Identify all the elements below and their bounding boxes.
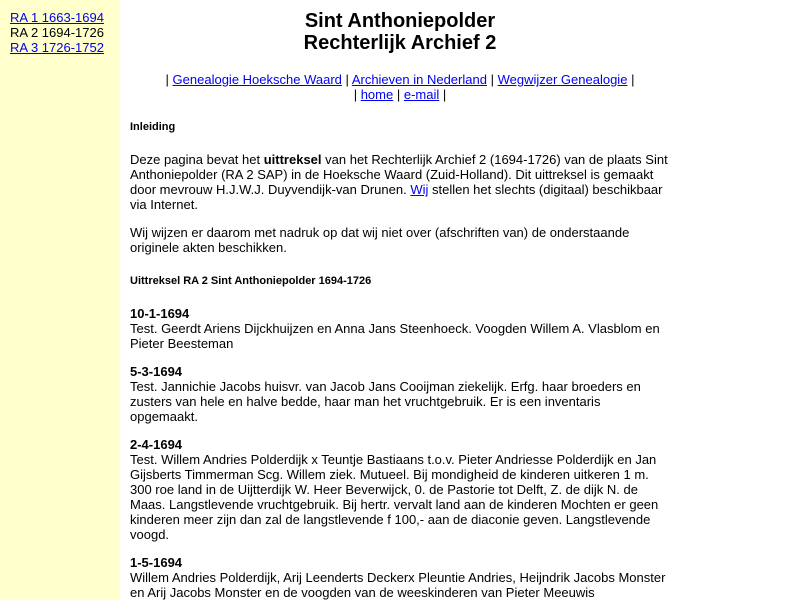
title-line-2: Rechterlijk Archief 2	[303, 32, 497, 54]
title-line-1: Sint Anthoniepolder	[304, 10, 496, 32]
sidebar-item-ra3[interactable]	[10, 40, 120, 55]
archive-list	[0, 0, 120, 55]
wij-link[interactable]: Wij	[410, 182, 429, 197]
page-title	[130, 10, 670, 54]
intro-paragraph-2: Wij wijzen er daarom met nadruk op dat wij niet over (afschriften van) de onderstaande originele akten beschikken.	[130, 225, 630, 255]
entry	[130, 364, 670, 424]
sidebar-item-ra1[interactable]	[10, 10, 120, 25]
ra1-link[interactable]: RA 1 1663-1694	[10, 10, 104, 25]
entry-text: Test. Jannichie Jacobs huisvr. van Jacob Jans Cooijman ziekelijk. Erfg. haar broeders en zusters van hele en halve bedde, haar man het vruchtgebruik. Er is een inventaris opgemaakt.	[130, 379, 641, 424]
nav-links: | Genealogie Hoeksche Waard | Archieven in Nederland | Wegwijzer Genealogie | | home | e-mail |	[165, 72, 635, 102]
intro-heading: Inleiding	[130, 121, 176, 133]
nav-archieven-in-nederland[interactable]: Archieven in Nederland	[351, 72, 487, 87]
entry	[130, 555, 670, 600]
entry-text: Test. Willem Andries Polderdijk x Teuntje Bastiaans t.o.v. Pieter Andriesse Polderdijk en Jan Gijsberts Timmerman Scg. Willem ziek. Mutueel. Bij mondigheid de kinderen uitkeren 1 m. 300 roe land in de Uijtterdijk W. Heer Beverwijck, 0. de Pastorie tot Delft, Z. de dijk N. de Maas. Langstlevende vruchtgebruik. Bij hertr. vervalt land aan de kinderen Mochten er geen kinderen meer zijn dan zal de langstlevende f 100,- aan de diaconie geven. Langstlevende voogd.	[130, 452, 659, 542]
entry-text: Willem Andries Polderdijk, Arij Leenderts Deckerx Pleuntie Andries, Heijndrik Jacobs Monster en Arij Jacobs Monster en de voogden van de weeskinderen van Pieter Meeuwis	[130, 570, 666, 600]
entry	[130, 437, 670, 542]
nav-genealogie-hoeksche-waard[interactable]: Genealogie Hoeksche Waard	[172, 72, 342, 87]
entry-date: 10-1-1694	[130, 306, 190, 321]
intro-paragraph-1: Deze pagina bevat het uittreksel van het Rechterlijk Archief 2 (1694-1726) van de plaats Sint Anthoniepolder (RA 2 SAP) in de Hoeksche Waard (Zuid-Holland). Dit uittreksel is gemaakt door mevrouw H.J.W.J. Duyvendijk-van Drunen. Wij stellen het slechts (digitaal) beschikbaar via Internet.	[130, 152, 668, 212]
entry-date: 1-5-1694	[130, 555, 183, 570]
sidebar-item-ra2: RA 2 1694-1726	[10, 25, 104, 40]
entry-date: 5-3-1694	[130, 364, 183, 379]
extract-heading: Uittreksel RA 2 Sint Anthoniepolder 1694-1726	[130, 275, 372, 287]
main-content	[130, 0, 670, 613]
entry-text: Test. Geerdt Ariens Dijckhuijzen en Anna Jans Steenhoeck. Voogden Willem A. Vlasblom en Pieter Beesteman	[130, 321, 660, 351]
entries-list	[130, 306, 670, 600]
entry	[130, 306, 670, 351]
nav-wegwijzer-genealogie[interactable]: Wegwijzer Genealogie	[497, 72, 628, 87]
sidebar	[0, 0, 120, 600]
nav-email[interactable]: e-mail	[403, 87, 440, 102]
ra3-link[interactable]: RA 3 1726-1752	[10, 40, 104, 55]
nav-home[interactable]: home	[360, 87, 394, 102]
entry-date: 2-4-1694	[130, 437, 183, 452]
